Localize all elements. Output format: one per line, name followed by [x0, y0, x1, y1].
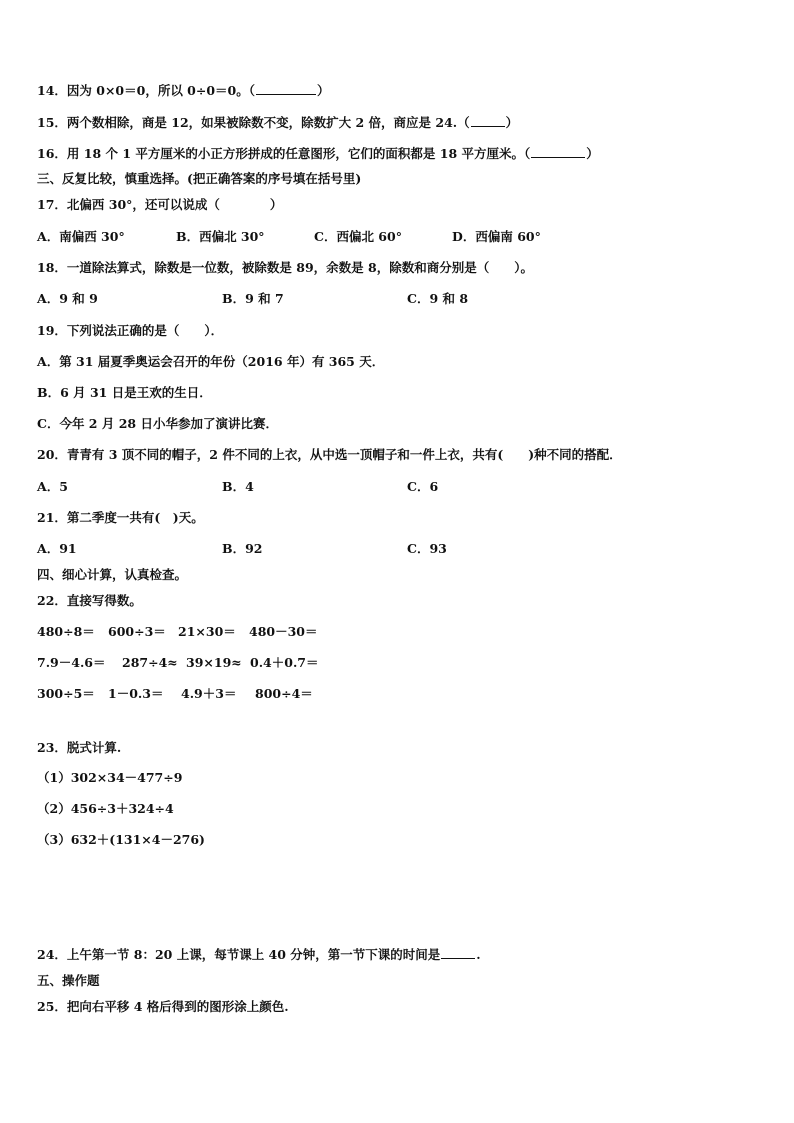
q22-expression: 7.9－4.6＝ — [37, 655, 106, 670]
q19-option-c[interactable]: C．今年 2 月 28 日小华参加了演讲比赛． — [37, 416, 278, 431]
section-5-heading: 五、操作题 — [37, 973, 100, 988]
q22-expression: 480÷8＝ — [37, 624, 95, 639]
q22-expression: 21×30＝ — [178, 624, 236, 639]
question-15 — [37, 114, 518, 132]
q23-item-2: （2）456÷3＋324÷4 — [37, 801, 174, 816]
q23-item-1: （1）302×34－477÷9 — [37, 770, 183, 785]
q18-option-a[interactable]: A．9 和 9 — [37, 291, 98, 306]
q24-text: 24．上午第一节 8：20 上课，每节课上 40 分钟，第一节下课的时间是 — [37, 947, 441, 962]
q23-item-3: （3）632＋(131×4－276) — [37, 832, 205, 847]
section-4-heading: 四、细心计算，认真检查。 — [37, 567, 188, 582]
q14-answer-blank[interactable] — [256, 82, 316, 95]
q22-expression: 0.4＋0.7＝ — [250, 655, 319, 670]
q18-option-b[interactable]: B．9 和 7 — [222, 291, 284, 306]
q18-option-c[interactable]: C．9 和 8 — [407, 291, 469, 306]
q17-option-b[interactable]: B．西偏北 30° — [176, 229, 265, 244]
q22-expression: 300÷5＝ — [37, 686, 95, 701]
q14-text-end: ） — [316, 83, 330, 98]
q21-option-a[interactable]: A．91 — [37, 541, 77, 556]
question-16 — [37, 145, 599, 163]
question-24 — [37, 946, 481, 964]
q22-expression: 600÷3＝ — [108, 624, 166, 639]
question-25: 25．把向右平移 4 格后得到的图形涂上颜色. — [37, 999, 289, 1014]
q22-expression: 287÷4≈ — [122, 655, 178, 670]
q17-option-d[interactable]: D．西偏南 60° — [452, 229, 541, 244]
q19-option-a[interactable]: A．第 31 届夏季奥运会召开的年份（2016 年）有 365 天． — [37, 354, 385, 369]
question-20: 20．青青有 3 顶不同的帽子，2 件不同的上衣，从中选一顶帽子和一件上衣，共有( )种不同的搭配． — [37, 447, 622, 462]
q22-expression: 4.9＋3＝ — [181, 686, 237, 701]
section-3-heading: 三、反复比较，慎重选择。(把正确答案的序号填在括号里) — [37, 171, 362, 186]
question-19: 19．下列说法正确的是（ ）． — [37, 323, 224, 338]
q20-option-a[interactable]: A．5 — [37, 479, 68, 494]
question-23: 23．脱式计算. — [37, 740, 122, 755]
question-21: 21．第二季度一共有( )天。 — [37, 510, 204, 525]
q24-text-end: . — [476, 947, 481, 962]
q16-text-end: ） — [586, 146, 599, 161]
q16-text: 16．用 18 个 1 平方厘米的小正方形拼成的任意图形，它们的面积都是 18 平方厘米。（ — [37, 146, 531, 161]
question-18: 18．一道除法算式，除数是一位数，被除数是 89，余数是 8，除数和商分别是（ ）。 — [37, 260, 533, 275]
q21-option-c[interactable]: C．93 — [407, 541, 447, 556]
q22-expression: 800÷4＝ — [255, 686, 313, 701]
question-17: 17．北偏西 30°，还可以说成（ ） — [37, 197, 283, 212]
q15-text: 15．两个数相除，商是 12，如果被除数不变，除数扩大 2 倍，商应是 24.（ — [37, 115, 470, 130]
q24-answer-blank[interactable] — [441, 946, 475, 959]
q20-option-b[interactable]: B．4 — [222, 479, 254, 494]
q22-expression: 1－0.3＝ — [108, 686, 164, 701]
q17-option-c[interactable]: C．西偏北 60° — [314, 229, 402, 244]
q20-option-c[interactable]: C．6 — [407, 479, 439, 494]
q22-expression: 39×19≈ — [186, 655, 242, 670]
question-22: 22．直接写得数。 — [37, 593, 142, 608]
q21-option-b[interactable]: B．92 — [222, 541, 263, 556]
q17-option-a[interactable]: A．南偏西 30° — [37, 229, 125, 244]
q14-text: 14．因为 0×0＝0，所以 0÷0＝0。（ — [37, 83, 255, 98]
q15-text-end: ） — [505, 115, 519, 130]
q19-option-b[interactable]: B．6 月 31 日是王欢的生日． — [37, 385, 212, 400]
q15-answer-blank[interactable] — [471, 114, 505, 127]
question-14 — [37, 82, 330, 100]
q16-answer-blank[interactable] — [531, 145, 585, 158]
q22-expression: 480－30＝ — [249, 624, 318, 639]
